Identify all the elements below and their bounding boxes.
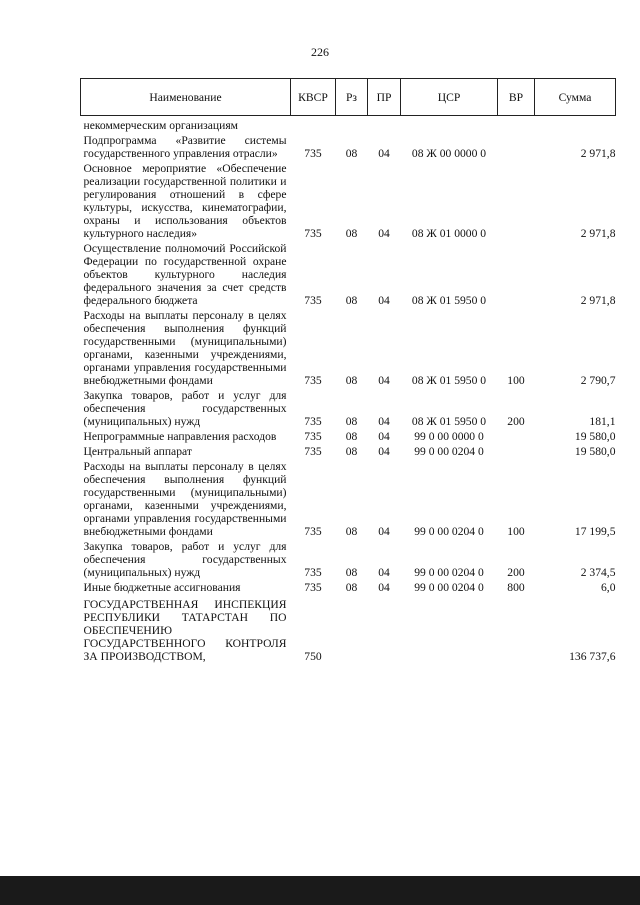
cell-name: Расходы на выплаты персоналу в целях обеспечения выполнения функций государственными (муниципальными) органами, казенными учреждениями, органами управления государственными внебюджетными фондами: [83, 460, 287, 538]
cell-rz: 08: [345, 374, 358, 387]
table-row: [81, 133, 616, 161]
cell-pr: [368, 595, 401, 664]
cell-sum: 2 790,7: [580, 374, 616, 387]
cell-vr: [498, 241, 535, 308]
cell-kvsr: 735: [304, 445, 322, 458]
cell-sum: 181,1: [589, 415, 616, 428]
cell-sum: 2 374,5: [580, 566, 616, 579]
header-vr: ВР: [498, 79, 535, 116]
cell-name: Непрограммные направления расходов: [83, 430, 277, 443]
cell-rz: [336, 116, 368, 134]
header-csr: ЦСР: [401, 79, 498, 116]
header-sum: Сумма: [535, 79, 616, 116]
cell-vr: [498, 133, 535, 161]
cell-name: Закупка товаров, работ и услуг для обеспечения государственных (муниципальных) нужд: [83, 389, 287, 428]
cell-pr: 04: [378, 415, 390, 428]
cell-name: Центральный аппарат: [83, 445, 192, 458]
cell-name: некоммерческим организациям: [83, 119, 238, 132]
cell-rz: 08: [345, 525, 358, 538]
cell-csr: 99 0 00 0000 0: [414, 430, 484, 443]
cell-pr: 04: [378, 525, 390, 538]
cell-sum: 2 971,8: [580, 147, 616, 160]
header-rz: Рз: [336, 79, 368, 116]
cell-vr: 800: [507, 581, 525, 594]
budget-table: [80, 78, 616, 664]
cell-name: Иные бюджетные ассигнования: [83, 581, 241, 594]
cell-csr: [401, 116, 498, 134]
cell-kvsr: 735: [304, 374, 322, 387]
header-kvsr: КВСР: [291, 79, 336, 116]
cell-sum: [535, 116, 616, 134]
cell-kvsr: 735: [304, 525, 322, 538]
cell-csr: 99 0 00 0204 0: [414, 525, 484, 538]
cell-kvsr: 735: [304, 147, 322, 160]
cell-csr: 08 Ж 01 0000 0: [411, 227, 487, 240]
table-row: [81, 308, 616, 388]
cell-vr: [498, 595, 535, 664]
cell-vr: 100: [507, 525, 525, 538]
cell-vr: 100: [507, 374, 525, 387]
cell-csr: [401, 595, 498, 664]
cell-vr: 200: [507, 566, 525, 579]
cell-pr: 04: [378, 430, 390, 443]
header-name: Наименование: [81, 79, 291, 116]
cell-csr: 08 Ж 00 0000 0: [411, 147, 487, 160]
cell-kvsr: 735: [304, 227, 322, 240]
cell-rz: 08: [345, 445, 358, 458]
cell-rz: 08: [345, 147, 358, 160]
table-header: [81, 79, 616, 116]
table-row: [81, 444, 616, 459]
cell-pr: 04: [378, 147, 390, 160]
cell-kvsr: 735: [304, 415, 322, 428]
cell-name: ГОСУДАРСТВЕННАЯ ИНСПЕКЦИЯ РЕСПУБЛИКИ ТАТАРСТАН ПО ОБЕСПЕЧЕНИЮ ГОСУДАРСТВЕННОГО КОНТРОЛЯ ЗА ПРОИЗВОДСТВОМ,: [83, 598, 287, 663]
cell-rz: 08: [345, 294, 358, 307]
table-row: [81, 161, 616, 241]
cell-csr: 99 0 00 0204 0: [414, 445, 484, 458]
cell-rz: 08: [345, 415, 358, 428]
table-row: [81, 459, 616, 539]
cell-vr: [498, 429, 535, 444]
cell-csr: 08 Ж 01 5950 0: [411, 294, 487, 307]
cell-kvsr: [291, 116, 336, 134]
cell-pr: 04: [378, 566, 390, 579]
cell-name: Основное мероприятие «Обеспечение реализации государственной политики и регулирования отношений в сфере культуры, искусства, кинематографии, охраны и использования объектов культурного наследия»: [83, 162, 287, 240]
cell-sum: 19 580,0: [574, 445, 616, 458]
table-row: [81, 539, 616, 580]
table-row: [81, 429, 616, 444]
cell-vr: 200: [507, 415, 525, 428]
cell-csr: 99 0 00 0204 0: [414, 566, 484, 579]
cell-kvsr: 735: [304, 581, 322, 594]
table-row: [81, 388, 616, 429]
cell-rz: 08: [345, 581, 358, 594]
table-row: [81, 241, 616, 308]
table-row: [81, 595, 616, 664]
cell-csr: 99 0 00 0204 0: [414, 581, 484, 594]
cell-name: Осуществление полномочий Российской Федерации по государственной охране объектов культурного наследия федерального значения за счет средств федерального бюджета: [83, 242, 287, 307]
cell-kvsr: 750: [304, 650, 322, 663]
cell-vr: [498, 161, 535, 241]
cell-sum: 17 199,5: [574, 525, 616, 538]
scan-bottom-edge: [0, 876, 640, 905]
table-row: [81, 116, 616, 134]
cell-rz: [336, 595, 368, 664]
table-row: [81, 580, 616, 595]
cell-pr: 04: [378, 294, 390, 307]
cell-csr: 08 Ж 01 5950 0: [411, 415, 487, 428]
table-body: [81, 116, 616, 665]
cell-name: Закупка товаров, работ и услуг для обеспечения государственных (муниципальных) нужд: [83, 540, 287, 579]
cell-vr: [498, 444, 535, 459]
cell-sum: 2 971,8: [580, 227, 616, 240]
cell-sum: 136 737,6: [569, 650, 616, 663]
cell-rz: 08: [345, 566, 358, 579]
cell-pr: 04: [378, 581, 390, 594]
cell-pr: 04: [378, 374, 390, 387]
cell-csr: 08 Ж 01 5950 0: [411, 374, 487, 387]
cell-sum: 6,0: [601, 581, 616, 594]
cell-sum: 2 971,8: [580, 294, 616, 307]
header-pr: ПР: [368, 79, 401, 116]
cell-name: Расходы на выплаты персоналу в целях обеспечения выполнения функций государственными (муниципальными) органами, казенными учреждениями, органами управления государственными внебюджетными фондами: [83, 309, 287, 387]
budget-table-container: [80, 78, 615, 664]
cell-rz: 08: [345, 227, 358, 240]
cell-kvsr: 735: [304, 430, 322, 443]
cell-sum: 19 580,0: [574, 430, 616, 443]
cell-pr: [368, 116, 401, 134]
header-row: [81, 79, 616, 116]
cell-name: Подпрограмма «Развитие системы государственного управления отрасли»: [83, 134, 287, 160]
cell-pr: 04: [378, 227, 390, 240]
cell-rz: 08: [345, 430, 358, 443]
page-number: 226: [311, 45, 329, 59]
cell-vr: [498, 116, 535, 134]
cell-pr: 04: [378, 445, 390, 458]
cell-kvsr: 735: [304, 566, 322, 579]
cell-kvsr: 735: [304, 294, 322, 307]
